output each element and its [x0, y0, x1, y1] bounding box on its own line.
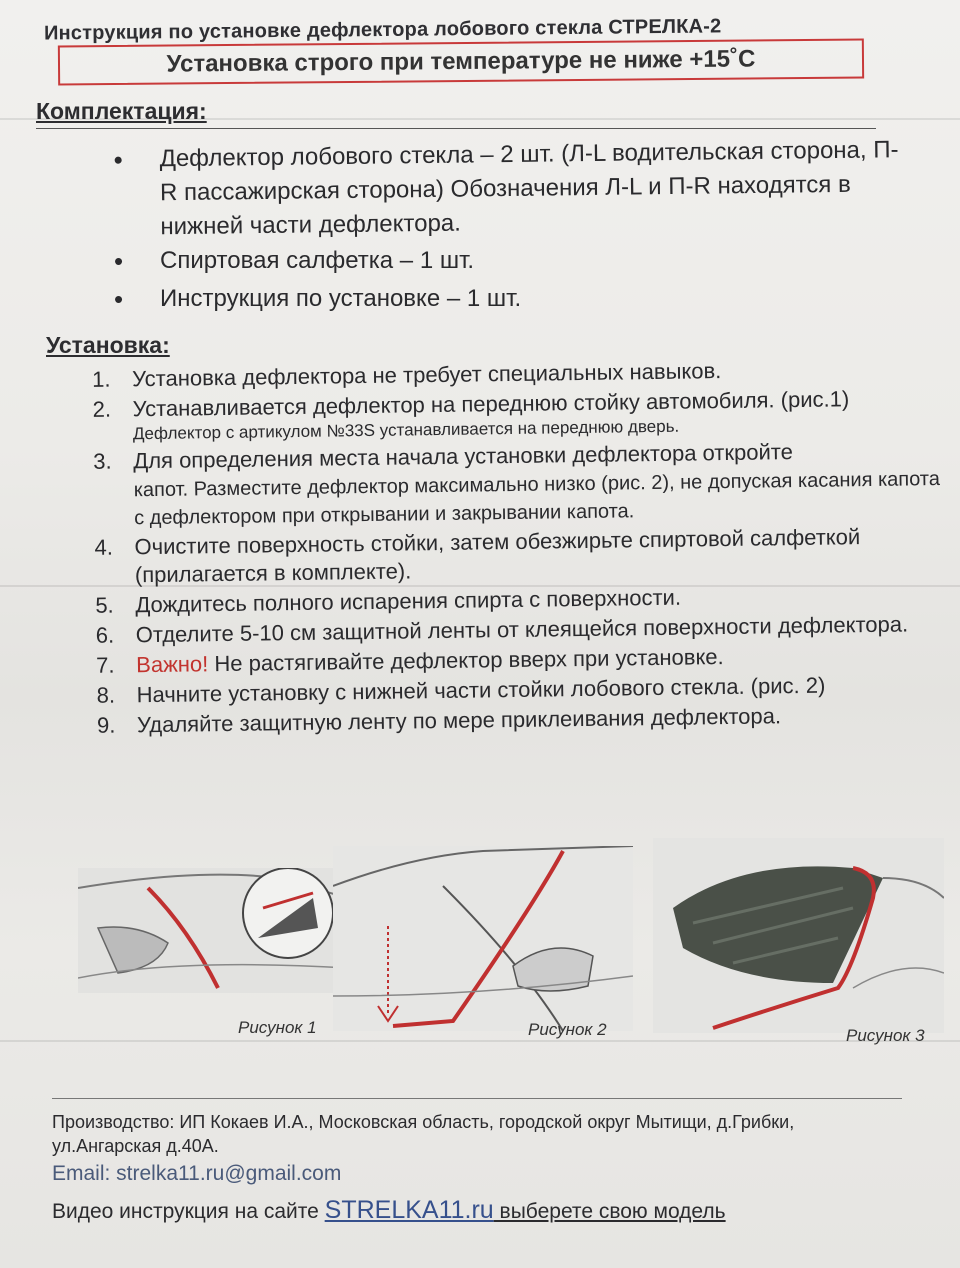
step-text: Начните установку с нижней части стойки лобового стекла. (рис. 2) [136, 672, 826, 708]
step-number: 2. [92, 396, 112, 422]
production-info: Производство: ИП Кокаев И.А., Московская область, городской округ Мытищи, д.Грибки, [52, 1112, 795, 1132]
temperature-warning: Установка строго при температуре не ниже +15˚С [58, 38, 864, 85]
step-number: 9. [96, 712, 116, 738]
step-number: 4. [94, 534, 114, 560]
figures-strip [78, 838, 944, 1048]
list-item: • Спиртовая салфетка – 1 шт. [108, 244, 908, 278]
step-number: 7. [96, 652, 115, 678]
step-text: Установка дефлектора не требует специальных навыков. [132, 358, 722, 392]
video-line [52, 1196, 726, 1225]
address: ул.Ангарская д.40А. [52, 1136, 219, 1156]
figure-caption: Рисунок 3 [846, 1026, 925, 1045]
step-text: Очистите поверхность стойки, затем обезжирьте спиртовой салфеткой (прилагается в комплекте). [134, 524, 861, 588]
install-steps [80, 354, 955, 742]
step-text: Дождитесь полного испарения спирта с поверхности. [135, 584, 682, 618]
video-suffix: выберете свою модель [493, 1200, 726, 1223]
important-label: Важно! [136, 651, 209, 678]
list-item [82, 522, 953, 590]
figure-3-illustration [653, 838, 944, 1033]
step-number: 3. [93, 448, 112, 474]
footer-rule [52, 1098, 902, 1099]
document-title: Инструкция по установке дефлектора лобового стекла СТРЕЛКА-2 [43, 15, 722, 45]
step-text-small: капот. Разместите дефлектор максимально низко (рис. 2), не допуская касания капота с дефлектором при открывании и закрывании капота. [133, 468, 941, 530]
step-note: Дефлектор с артикулом №33S устанавливается на переднюю дверь. [132, 416, 680, 444]
list-item [81, 436, 952, 532]
video-prefix: Видео инструкция на сайте [52, 1200, 325, 1223]
kit-heading: Комплектация: [36, 98, 207, 124]
step-number: 1. [92, 366, 111, 392]
step-number: 5. [95, 592, 114, 618]
email: Email: strelka11.ru@gmail.com [52, 1162, 342, 1185]
step-text: Устанавливается дефлектор на переднюю стойку автомобиля. (рис.1) [132, 386, 850, 422]
install-heading: Установка: [46, 332, 170, 358]
list-item: • Дефлектор лобового стекла – 2 шт. (Л-L водительская сторона, П-R пассажирская сторона) Обозначения Л-L и П-R находятся в нижней части дефлектора. [107, 133, 908, 245]
figure-1-illustration [78, 868, 348, 993]
step-text: Отделите 5-10 см защитной ленты от клеящейся поверхности дефлектора. [135, 611, 909, 648]
step-number: 6. [95, 622, 115, 648]
figure-caption: Рисунок 1 [238, 1018, 317, 1037]
step-text: Не растягивайте дефлектор вверх при установке. [208, 644, 724, 677]
list-item: • Инструкция по установке – 1 шт. [108, 282, 908, 316]
kit-list [108, 138, 908, 316]
figure-caption: Рисунок 2 [528, 1020, 607, 1039]
step-text: Для определения места начала установки дефлектора откройте [133, 439, 794, 474]
step-text: Удаляйте защитную ленту по мере приклеивания дефлектора. [136, 703, 782, 738]
step-number: 8. [96, 682, 116, 708]
figure-2-illustration [333, 846, 633, 1031]
website-link[interactable]: STRELKA11.ru [324, 1196, 494, 1224]
heading-rule [36, 128, 876, 129]
